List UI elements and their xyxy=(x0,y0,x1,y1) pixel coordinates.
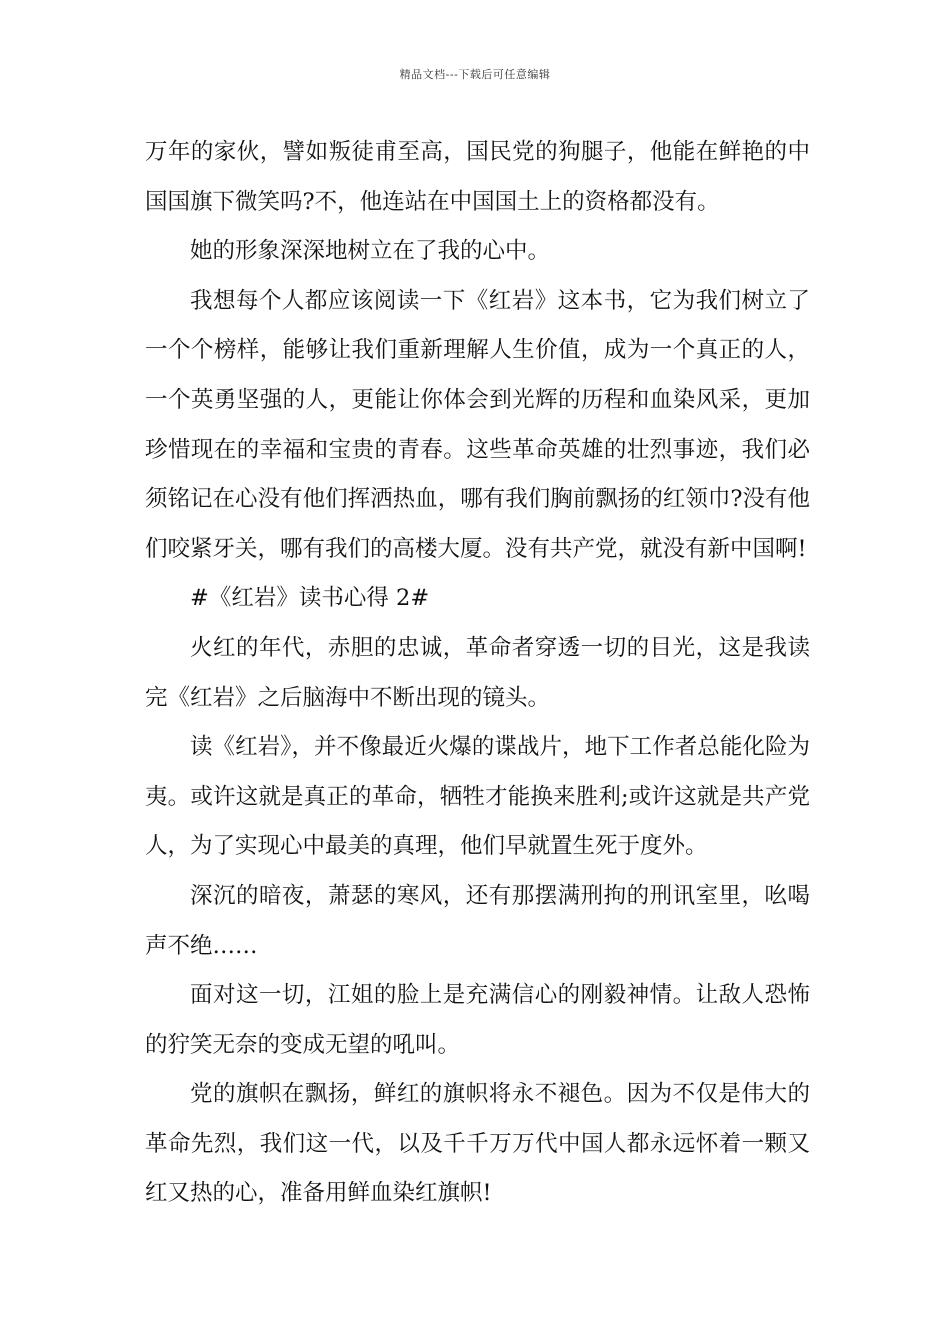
page-header: 精品文档---下载后可任意编辑 xyxy=(399,68,551,81)
paragraph-8: 面对这一切，江姐的脸上是充满信心的刚毅神情。让敌人恐怖的狞笑无奈的变成无望的吼叫。 xyxy=(145,982,810,1058)
paragraph-5: 火红的年代，赤胆的忠诚，革命者穿透一切的目光，这是我读完《红岩》之后脑海中不断出现的镜头。 xyxy=(145,634,810,711)
paragraph-6: 读《红岩》，并不像最近火爆的谍战片，地下工作者总能化险为夷。或许这就是真正的革命，牺牲才能换来胜利;或许这就是共产党人，为了实现心中最美的真理，他们早就置生死于度外。 xyxy=(145,734,810,860)
paragraph-9: 党的旗帜在飘扬，鲜红的旗帜将永不褪色。因为不仅是伟大的革命先烈，我们这一代，以及千千万万代中国人都永远怀着一颗又红又热的心，准备用鲜血染红旗帜! xyxy=(145,1081,810,1207)
paragraph-3: 我想每个人都应该阅读一下《红岩》这本书，它为我们树立了一个个榜样，能够让我们重新理解人生价值，成为一个真正的人，一个英勇坚强的人，更能让你体会到光辉的历程和血染风采，更加珍惜现在的幸福和宝贵的青春。这些革命英雄的壮烈事迹，我们必须铭记在心没有他们挥洒热血，哪有我们胸前飘扬的红领巾?没有他们咬紧牙关，哪有我们的高楼大厦。没有共产党，就没有新中国啊! xyxy=(145,287,810,562)
document-body xyxy=(145,128,810,1219)
paragraph-7: 深沉的暗夜，萧瑟的寒风，还有那摆满刑拘的刑讯室里，吆喝声不绝…… xyxy=(145,882,810,959)
section-heading: #《红岩》读书心得 2# xyxy=(190,585,430,612)
paragraph-2: 她的形象深深地树立在了我的心中。 xyxy=(190,238,551,265)
paragraph-1: 万年的家伙，譬如叛徒甫至高，国民党的狗腿子，他能在鲜艳的中国国旗下微笑吗?不，他连站在中国国土上的资格都没有。 xyxy=(145,139,810,215)
